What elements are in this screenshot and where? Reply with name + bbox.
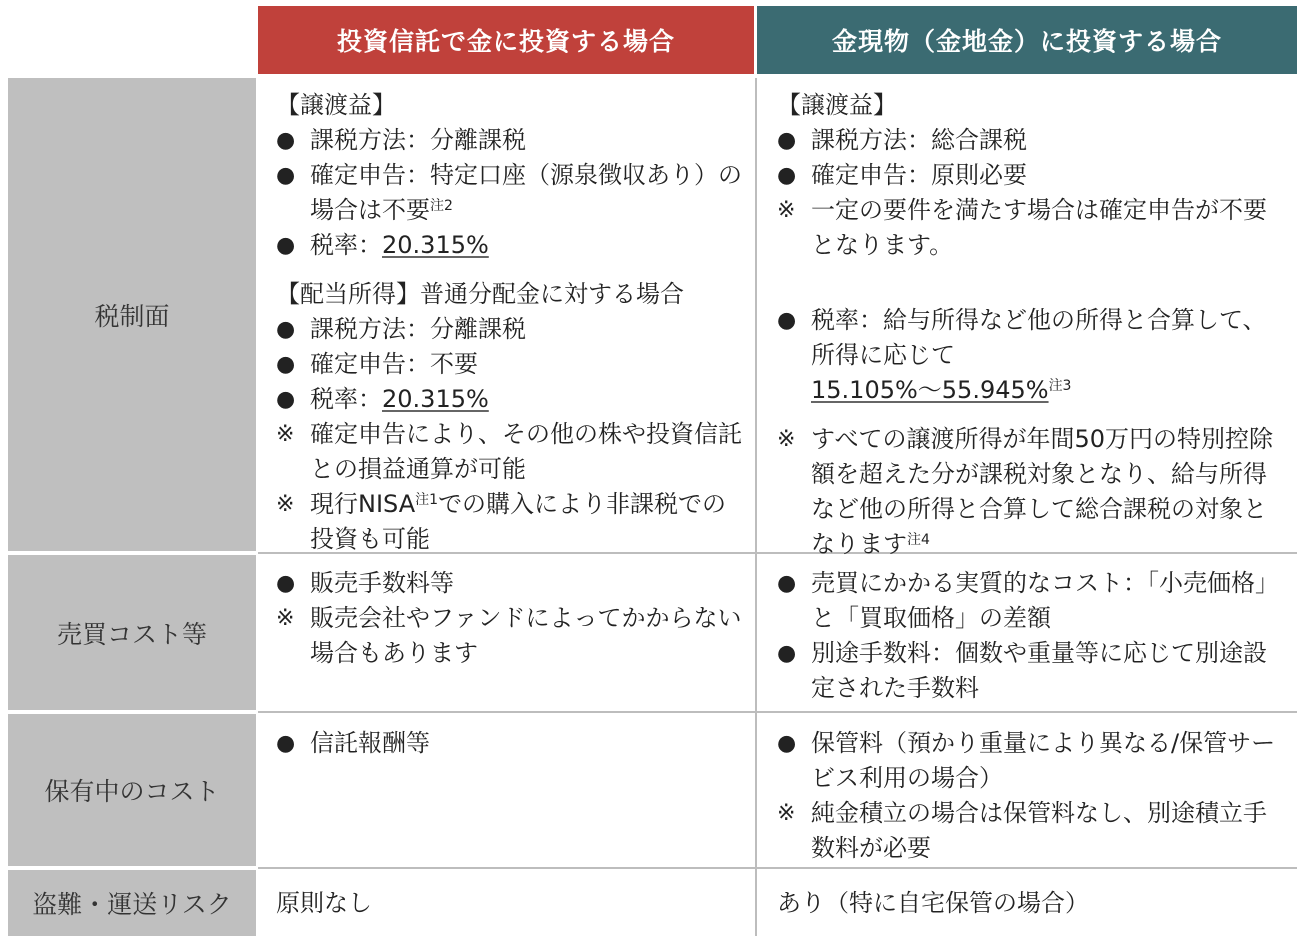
list-item: ● 販売手数料等 xyxy=(276,566,744,601)
bullet-icon: ● xyxy=(777,308,797,333)
section-title: 【配当所得】普通分配金に対する場合 xyxy=(276,280,684,308)
trade-investment-trust-cell xyxy=(258,566,754,671)
note-item: ※ すべての譲渡所得が年間50万円の特別控除額を超えた分が課税対象となり、給与所得など他の所得と合算して総合課税の対象となります$^{注4}$ xyxy=(777,422,1287,562)
list-item: ● 確定申告：原則必要 xyxy=(777,158,1287,193)
note-item: ※ 販売会社やファンドによってかからない場合もあります xyxy=(276,601,744,671)
note-mark-icon: ※ xyxy=(777,198,796,223)
tax-physical-gold-cell xyxy=(757,88,1297,562)
note-item: ※ 確定申告により、その他の株や投資信託との損益通算が可能 xyxy=(276,417,744,487)
row-divider xyxy=(258,711,1297,713)
list-item: ● 確定申告：不要 xyxy=(276,347,744,382)
list-item: ● 別途手数料：個数や重量等に応じて別途設定された手数料 xyxy=(777,636,1287,706)
bullet-icon: ● xyxy=(777,641,797,666)
row-label-trade-cost xyxy=(8,555,256,710)
bullet-icon: ● xyxy=(276,387,296,412)
row-divider xyxy=(258,867,1297,869)
list-item: ● 税率：20.315% xyxy=(276,382,744,417)
tax-investment-trust-cell xyxy=(258,88,754,557)
footnote-ref: 注1 xyxy=(415,492,439,508)
bullet-icon: ● xyxy=(276,571,296,596)
tax-rate-value: 20.315% xyxy=(382,231,489,259)
row-label-theft-risk-text: 盗難・運送リスク xyxy=(32,890,232,919)
section-title: 【譲渡益】 xyxy=(777,91,897,119)
row-label-trade-cost-text: 売買コスト等 xyxy=(56,619,207,649)
tax-rate-value: 20.315% xyxy=(382,385,489,413)
trade-physical-gold-cell xyxy=(757,566,1297,706)
header-investment-trust-label: 投資信託で金に投資する場合 xyxy=(336,27,675,56)
note-mark-icon: ※ xyxy=(777,801,796,826)
note-item: ※ 純金積立の場合は保管料なし、別途積立手数料が必要 xyxy=(777,796,1287,866)
list-item: ● 課税方法：分離課税 xyxy=(276,123,744,158)
holding-physical-gold-cell xyxy=(757,726,1297,866)
section-title: 【譲渡益】 xyxy=(276,91,396,119)
bullet-icon: ● xyxy=(276,128,296,153)
list-item: ● 売買にかかる実質的なコスト：「小売価格」と「買取価格」の差額 xyxy=(777,566,1287,636)
bullet-icon: ● xyxy=(777,128,797,153)
bullet-icon: ● xyxy=(276,233,296,258)
risk-investment-trust-cell xyxy=(258,870,754,936)
risk-investment-trust-text: 原則なし xyxy=(276,888,372,917)
note-mark-icon: ※ xyxy=(276,422,295,447)
tax-rate-value: 15.105%～55.945% xyxy=(811,376,1049,404)
header-physical-gold-label: 金現物（金地金）に投資する場合 xyxy=(831,27,1222,56)
bullet-icon: ● xyxy=(777,163,797,188)
risk-physical-gold-text: あり（特に自宅保管の場合） xyxy=(777,888,1089,917)
risk-physical-gold-cell xyxy=(757,870,1297,936)
list-item: ● 信託報酬等 xyxy=(276,726,744,761)
row-label-tax-text: 税制面 xyxy=(94,301,170,331)
row-label-tax xyxy=(8,78,256,551)
list-item: ● 確定申告：特定口座（源泉徴収あり）の場合は不要$^{注2}$ xyxy=(276,158,744,228)
header-investment-trust xyxy=(258,6,754,74)
bullet-icon: ● xyxy=(276,352,296,377)
note-mark-icon: ※ xyxy=(276,492,295,517)
note-mark-icon: ※ xyxy=(276,606,295,631)
footnote-ref: 注3 xyxy=(1048,378,1072,394)
list-item: ● 課税方法：分離課税 xyxy=(276,312,744,347)
list-item: ● 保管料（預かり重量により異なる/保管サービス利用の場合） xyxy=(777,726,1287,796)
footnote-ref: 注2 xyxy=(430,198,453,214)
footnote-ref: 注4 xyxy=(907,532,930,548)
bullet-icon: ● xyxy=(276,163,296,188)
row-label-theft-risk xyxy=(8,870,256,936)
bullet-icon: ● xyxy=(777,571,797,596)
list-item: ● 課税方法：総合課税 xyxy=(777,123,1287,158)
holding-investment-trust-cell xyxy=(258,726,754,761)
row-label-holding-cost xyxy=(8,714,256,866)
note-item: ※ 現行NISA$^{注1}$での購入により非課税での投資も可能 xyxy=(276,487,744,557)
note-item: ※ 一定の要件を満たす場合は確定申告が不要となります。 xyxy=(777,193,1287,263)
list-item: ● 税率：給与所得など他の所得と合算して、所得に応じて 15.105%～55.945%$^{注3}$ xyxy=(777,303,1287,408)
bullet-icon: ● xyxy=(276,731,296,756)
bullet-icon: ● xyxy=(276,317,296,342)
row-label-holding-cost-text: 保有中のコスト xyxy=(44,777,220,806)
bullet-icon: ● xyxy=(777,731,797,756)
list-item: ● 税率：20.315% xyxy=(276,228,744,263)
note-mark-icon: ※ xyxy=(777,427,796,452)
header-physical-gold xyxy=(757,6,1297,74)
